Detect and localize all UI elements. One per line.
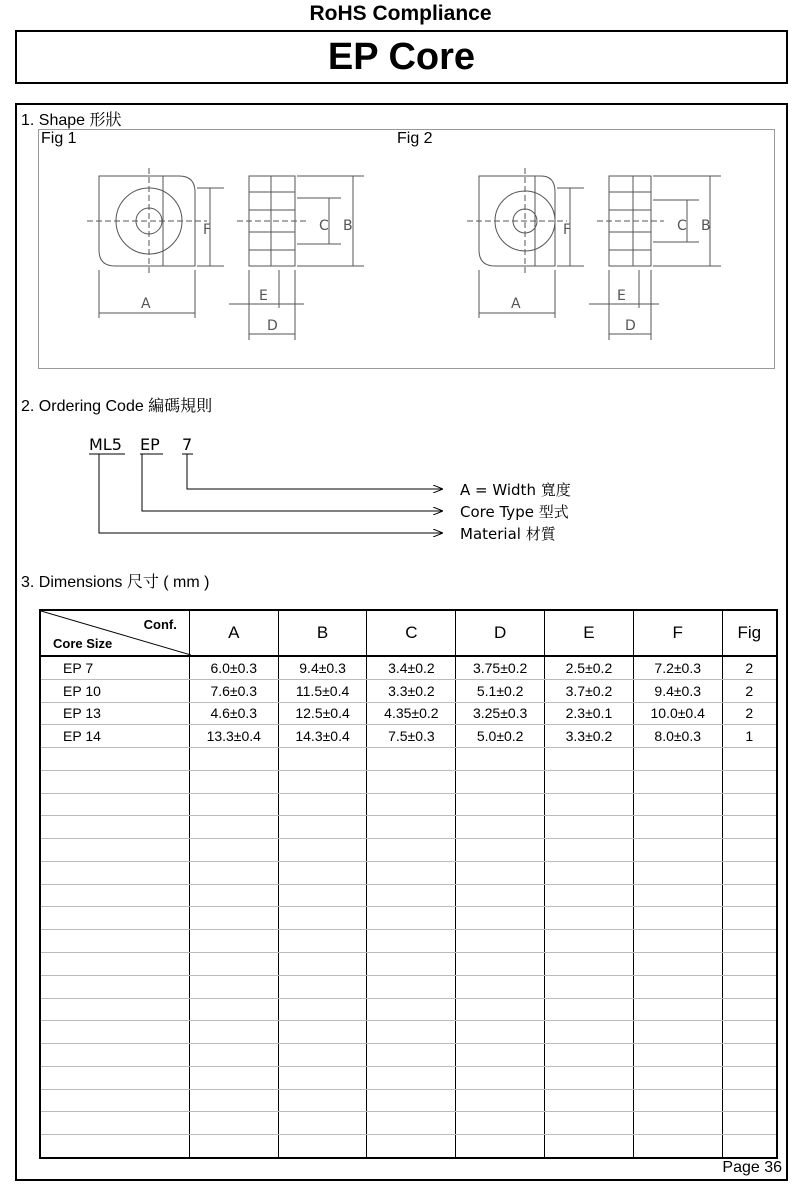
empty-cell bbox=[456, 884, 545, 907]
fig2-dim-B: B bbox=[701, 218, 711, 234]
empty-cell bbox=[40, 1021, 189, 1044]
empty-cell bbox=[545, 884, 634, 907]
table-row bbox=[40, 656, 777, 679]
empty-table-row bbox=[40, 1066, 777, 1089]
dimension-cell: 4.35±0.2 bbox=[367, 702, 456, 725]
dimension-cell: 9.4±0.3 bbox=[633, 679, 722, 702]
empty-cell bbox=[189, 839, 278, 862]
empty-cell bbox=[278, 748, 367, 771]
dimension-cell: 5.0±0.2 bbox=[456, 725, 545, 748]
empty-cell bbox=[722, 907, 777, 930]
table-row bbox=[40, 679, 777, 702]
empty-cell bbox=[545, 907, 634, 930]
empty-cell bbox=[189, 1021, 278, 1044]
empty-cell bbox=[722, 884, 777, 907]
empty-cell bbox=[456, 1112, 545, 1135]
empty-cell bbox=[722, 861, 777, 884]
empty-cell bbox=[278, 816, 367, 839]
code-meaning-material: Material 材質 bbox=[460, 525, 556, 543]
fig1-dim-A: A bbox=[141, 296, 151, 312]
empty-cell bbox=[545, 1135, 634, 1158]
fig2-label: Fig 2 bbox=[397, 130, 433, 147]
fig2-drawing bbox=[459, 158, 759, 368]
empty-cell bbox=[278, 998, 367, 1021]
empty-cell bbox=[456, 930, 545, 953]
empty-cell bbox=[189, 861, 278, 884]
empty-table-row bbox=[40, 839, 777, 862]
dimension-cell: 11.5±0.4 bbox=[278, 679, 367, 702]
empty-cell bbox=[545, 839, 634, 862]
empty-cell bbox=[722, 793, 777, 816]
section-shape-heading: 1. Shape 形狀 bbox=[21, 112, 122, 129]
empty-cell bbox=[456, 861, 545, 884]
empty-cell bbox=[40, 1112, 189, 1135]
empty-cell bbox=[545, 748, 634, 771]
empty-cell bbox=[456, 907, 545, 930]
fig2-dim-E: E bbox=[617, 288, 626, 304]
empty-cell bbox=[40, 793, 189, 816]
empty-table-row bbox=[40, 884, 777, 907]
empty-cell bbox=[278, 1135, 367, 1158]
empty-cell bbox=[633, 930, 722, 953]
empty-table-row bbox=[40, 793, 777, 816]
dimension-cell: 14.3±0.4 bbox=[278, 725, 367, 748]
empty-cell bbox=[189, 1066, 278, 1089]
empty-cell bbox=[367, 1089, 456, 1112]
empty-cell bbox=[278, 1089, 367, 1112]
empty-cell bbox=[278, 930, 367, 953]
empty-cell bbox=[278, 1066, 367, 1089]
empty-cell bbox=[545, 1044, 634, 1067]
dimension-cell: 2 bbox=[722, 656, 777, 679]
empty-cell bbox=[633, 884, 722, 907]
empty-cell bbox=[633, 861, 722, 884]
dimension-cell: 3.7±0.2 bbox=[545, 679, 634, 702]
empty-cell bbox=[278, 1021, 367, 1044]
dimension-cell: 3.3±0.2 bbox=[545, 725, 634, 748]
figure-box bbox=[38, 129, 775, 369]
empty-cell bbox=[722, 839, 777, 862]
empty-cell bbox=[633, 816, 722, 839]
empty-cell bbox=[367, 952, 456, 975]
empty-cell bbox=[278, 952, 367, 975]
empty-cell bbox=[722, 952, 777, 975]
empty-cell bbox=[545, 1089, 634, 1112]
empty-cell bbox=[367, 975, 456, 998]
empty-cell bbox=[278, 861, 367, 884]
column-header: B bbox=[278, 610, 367, 656]
empty-cell bbox=[633, 770, 722, 793]
empty-cell bbox=[189, 816, 278, 839]
empty-cell bbox=[456, 816, 545, 839]
empty-cell bbox=[456, 1066, 545, 1089]
empty-cell bbox=[40, 839, 189, 862]
empty-table-row bbox=[40, 770, 777, 793]
dimension-cell: 1 bbox=[722, 725, 777, 748]
empty-cell bbox=[545, 1112, 634, 1135]
empty-cell bbox=[456, 793, 545, 816]
table-header-row bbox=[40, 610, 777, 656]
empty-cell bbox=[367, 748, 456, 771]
code-meaning-width: A = Width 寬度 bbox=[460, 481, 571, 499]
empty-cell bbox=[278, 907, 367, 930]
dimension-cell: 7.2±0.3 bbox=[633, 656, 722, 679]
page-title: EP Core bbox=[15, 30, 788, 84]
empty-cell bbox=[545, 998, 634, 1021]
empty-cell bbox=[40, 748, 189, 771]
core-size-cell: EP 10 bbox=[40, 679, 189, 702]
empty-cell bbox=[545, 1021, 634, 1044]
empty-cell bbox=[367, 1112, 456, 1135]
empty-cell bbox=[189, 1044, 278, 1067]
empty-cell bbox=[40, 975, 189, 998]
empty-cell bbox=[722, 1021, 777, 1044]
empty-cell bbox=[367, 930, 456, 953]
fig1-label: Fig 1 bbox=[41, 130, 77, 147]
empty-cell bbox=[367, 907, 456, 930]
dimension-cell: 2 bbox=[722, 679, 777, 702]
column-header: Fig bbox=[722, 610, 777, 656]
empty-cell bbox=[189, 748, 278, 771]
dimension-cell: 5.1±0.2 bbox=[456, 679, 545, 702]
empty-cell bbox=[278, 1112, 367, 1135]
dimension-cell: 10.0±0.4 bbox=[633, 702, 722, 725]
fig2-dim-F: F bbox=[563, 222, 572, 238]
empty-table-row bbox=[40, 930, 777, 953]
main-panel bbox=[15, 103, 788, 1181]
table-row bbox=[40, 702, 777, 725]
dimension-cell: 3.25±0.3 bbox=[456, 702, 545, 725]
empty-cell bbox=[722, 1089, 777, 1112]
empty-table-row bbox=[40, 975, 777, 998]
empty-cell bbox=[278, 839, 367, 862]
empty-cell bbox=[633, 1112, 722, 1135]
section-dimensions-heading: 3. Dimensions 尺寸 ( mm ) bbox=[21, 574, 210, 591]
empty-cell bbox=[40, 884, 189, 907]
empty-cell bbox=[189, 793, 278, 816]
empty-cell bbox=[189, 1112, 278, 1135]
dimension-cell: 8.0±0.3 bbox=[633, 725, 722, 748]
code-part-material: ML5 bbox=[89, 435, 122, 454]
empty-cell bbox=[278, 1044, 367, 1067]
dimension-cell: 7.5±0.3 bbox=[367, 725, 456, 748]
empty-cell bbox=[456, 839, 545, 862]
empty-cell bbox=[367, 861, 456, 884]
empty-cell bbox=[722, 1135, 777, 1158]
empty-table-row bbox=[40, 861, 777, 884]
column-header: D bbox=[456, 610, 545, 656]
empty-cell bbox=[278, 975, 367, 998]
dimension-cell: 12.5±0.4 bbox=[278, 702, 367, 725]
empty-cell bbox=[633, 1021, 722, 1044]
column-header: C bbox=[367, 610, 456, 656]
section-ordering-heading: 2. Ordering Code 編碼規則 bbox=[21, 398, 213, 415]
empty-table-row bbox=[40, 748, 777, 771]
empty-cell bbox=[545, 816, 634, 839]
dimension-cell: 3.75±0.2 bbox=[456, 656, 545, 679]
empty-cell bbox=[189, 1089, 278, 1112]
empty-cell bbox=[367, 1044, 456, 1067]
empty-cell bbox=[189, 1135, 278, 1158]
empty-cell bbox=[456, 1089, 545, 1112]
dimension-cell: 2.5±0.2 bbox=[545, 656, 634, 679]
dimension-cell: 2.3±0.1 bbox=[545, 702, 634, 725]
empty-cell bbox=[189, 770, 278, 793]
empty-cell bbox=[367, 1066, 456, 1089]
column-header: A bbox=[189, 610, 278, 656]
empty-cell bbox=[545, 930, 634, 953]
empty-cell bbox=[545, 861, 634, 884]
empty-cell bbox=[40, 1044, 189, 1067]
empty-cell bbox=[545, 770, 634, 793]
empty-cell bbox=[367, 998, 456, 1021]
fig2-dim-C: C bbox=[677, 218, 687, 234]
empty-cell bbox=[456, 1044, 545, 1067]
empty-cell bbox=[545, 1066, 634, 1089]
fig1-dim-F: F bbox=[203, 222, 212, 238]
page-number: Page 36 bbox=[722, 1159, 782, 1176]
dimension-cell: 3.3±0.2 bbox=[367, 679, 456, 702]
empty-table-row bbox=[40, 1089, 777, 1112]
empty-cell bbox=[456, 998, 545, 1021]
empty-cell bbox=[633, 793, 722, 816]
empty-table-row bbox=[40, 1135, 777, 1158]
empty-cell bbox=[40, 770, 189, 793]
table-row bbox=[40, 725, 777, 748]
dimensions-table bbox=[39, 609, 778, 1159]
empty-cell bbox=[40, 1066, 189, 1089]
table-corner-header bbox=[40, 610, 189, 656]
fig1-drawing bbox=[79, 158, 389, 368]
empty-cell bbox=[456, 1135, 545, 1158]
empty-cell bbox=[456, 748, 545, 771]
core-size-cell: EP 7 bbox=[40, 656, 189, 679]
fig2-dim-D: D bbox=[625, 318, 636, 334]
core-size-cell: EP 13 bbox=[40, 702, 189, 725]
empty-cell bbox=[633, 998, 722, 1021]
dimension-cell: 6.0±0.3 bbox=[189, 656, 278, 679]
empty-table-row bbox=[40, 1044, 777, 1067]
empty-cell bbox=[633, 1135, 722, 1158]
fig1-dim-E: E bbox=[259, 288, 268, 304]
rohs-compliance-heading: RoHS Compliance bbox=[309, 2, 492, 25]
empty-table-row bbox=[40, 907, 777, 930]
column-header: F bbox=[633, 610, 722, 656]
code-part-type: EP bbox=[140, 435, 160, 454]
empty-cell bbox=[40, 952, 189, 975]
empty-cell bbox=[456, 770, 545, 793]
empty-cell bbox=[189, 975, 278, 998]
empty-cell bbox=[40, 998, 189, 1021]
empty-cell bbox=[722, 930, 777, 953]
fig1-dim-B: B bbox=[343, 218, 353, 234]
empty-cell bbox=[456, 975, 545, 998]
dimension-cell: 2 bbox=[722, 702, 777, 725]
empty-cell bbox=[40, 861, 189, 884]
empty-cell bbox=[633, 748, 722, 771]
dimension-cell: 7.6±0.3 bbox=[189, 679, 278, 702]
empty-cell bbox=[278, 793, 367, 816]
empty-cell bbox=[367, 884, 456, 907]
empty-cell bbox=[722, 816, 777, 839]
empty-cell bbox=[633, 1066, 722, 1089]
dimension-cell: 4.6±0.3 bbox=[189, 702, 278, 725]
fig2-dim-A: A bbox=[511, 296, 521, 312]
empty-cell bbox=[633, 1044, 722, 1067]
empty-cell bbox=[189, 907, 278, 930]
fig1-dim-D: D bbox=[267, 318, 278, 334]
empty-cell bbox=[278, 884, 367, 907]
empty-cell bbox=[545, 952, 634, 975]
empty-cell bbox=[545, 975, 634, 998]
dimension-cell: 9.4±0.3 bbox=[278, 656, 367, 679]
empty-cell bbox=[722, 748, 777, 771]
empty-cell bbox=[545, 793, 634, 816]
empty-cell bbox=[456, 1021, 545, 1044]
core-size-cell: EP 14 bbox=[40, 725, 189, 748]
code-meaning-type: Core Type 型式 bbox=[460, 503, 569, 521]
empty-cell bbox=[189, 998, 278, 1021]
empty-cell bbox=[722, 1044, 777, 1067]
empty-cell bbox=[633, 907, 722, 930]
code-part-width: 7 bbox=[182, 435, 193, 454]
empty-cell bbox=[722, 998, 777, 1021]
empty-cell bbox=[722, 975, 777, 998]
ordering-code-diagram bbox=[77, 433, 617, 548]
empty-cell bbox=[367, 839, 456, 862]
empty-cell bbox=[456, 952, 545, 975]
column-header: E bbox=[545, 610, 634, 656]
empty-cell bbox=[40, 1089, 189, 1112]
empty-cell bbox=[722, 1066, 777, 1089]
dimension-cell: 3.4±0.2 bbox=[367, 656, 456, 679]
empty-cell bbox=[40, 930, 189, 953]
empty-cell bbox=[40, 907, 189, 930]
empty-cell bbox=[189, 884, 278, 907]
empty-cell bbox=[722, 1112, 777, 1135]
dimension-cell: 13.3±0.4 bbox=[189, 725, 278, 748]
empty-cell bbox=[367, 1021, 456, 1044]
fig1-dim-C: C bbox=[319, 218, 329, 234]
empty-cell bbox=[367, 793, 456, 816]
empty-table-row bbox=[40, 1021, 777, 1044]
empty-cell bbox=[367, 816, 456, 839]
empty-cell bbox=[189, 930, 278, 953]
empty-table-row bbox=[40, 998, 777, 1021]
empty-cell bbox=[367, 770, 456, 793]
empty-cell bbox=[633, 839, 722, 862]
empty-cell bbox=[722, 770, 777, 793]
empty-cell bbox=[40, 1135, 189, 1158]
empty-cell bbox=[633, 1089, 722, 1112]
empty-cell bbox=[189, 952, 278, 975]
empty-cell bbox=[633, 975, 722, 998]
empty-cell bbox=[40, 816, 189, 839]
corner-conf-label: Conf. bbox=[143, 617, 177, 632]
corner-core-size-label: Core Size bbox=[53, 636, 113, 651]
empty-cell bbox=[633, 952, 722, 975]
empty-cell bbox=[367, 1135, 456, 1158]
empty-table-row bbox=[40, 952, 777, 975]
empty-cell bbox=[278, 770, 367, 793]
empty-table-row bbox=[40, 816, 777, 839]
empty-table-row bbox=[40, 1112, 777, 1135]
